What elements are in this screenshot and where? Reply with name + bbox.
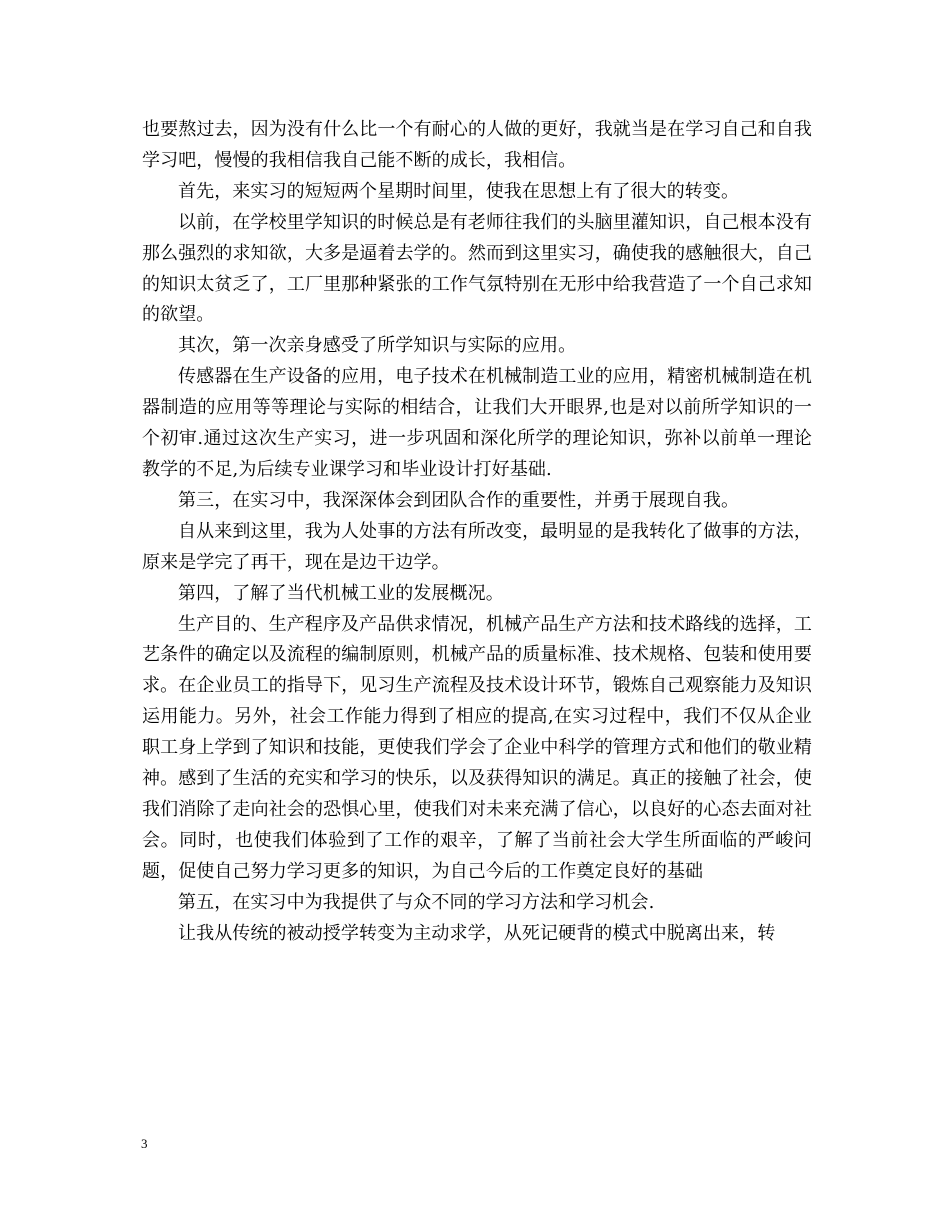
paragraph: 第五，在实习中为我提供了与众不同的学习方法和学习机会.	[178, 891, 655, 913]
page-number: 3	[141, 1136, 148, 1151]
paragraph: 自从来到这里，我为人处事的方法有所改变，最明显的是我转化了做事的方法，原来是学完了再干，现在是边干边学。	[142, 520, 812, 573]
document-body	[142, 115, 812, 949]
paragraph: 以前，在学校里学知识的时候总是有老师往我们的头脑里灌知识，自己根本没有那么强烈的求知欲，大多是逼着去学的。然而到这里实习，确使我的感触很大，自己的知识太贫乏了，工厂里那种紧张的工作气氛特别在无形中给我营造了一个自己求知的欲望。	[142, 211, 812, 326]
paragraph: 其次，第一次亲身感受了所学知识与实际的应用。	[178, 335, 577, 357]
paragraph: 传感器在生产设备的应用，电子技术在机械制造工业的应用，精密机械制造在机器制造的应用等等理论与实际的相结合，让我们大开眼界,也是对以前所学知识的一个初审.通过这次生产实习，进一步巩固和深化所学的理论知识，弥补以前单一理论教学的不足,为后续专业课学习和毕业设计打好基础.	[142, 366, 812, 480]
paragraph: 第三，在实习中，我深深体会到团队合作的重要性，并勇于展现自我。	[178, 489, 740, 511]
paragraph: 生产目的、生产程序及产品供求情况，机械产品生产方法和技术路线的选择，工艺条件的确定以及流程的编制原则，机械产品的质量标准、技术规格、包装和使用要求。在企业员工的指导下，见习生产流程及技术设计环节，锻炼自己观察能力及知识运用能力。另外，社会工作能力得到了相应的提高,在实习过程中，我们不仅从企业职工身上学到了知识和技能，更使我们学会了企业中科学的管理方式和他们的敬业精神。感到了生活的充实和学习的快乐，以及获得知识的满足。真正的接触了社会，使我们消除了走向社会的恐惧心里，使我们对未来充满了信心，以良好的心态去面对社会。同时，也使我们体验到了工作的艰辛，了解了当前社会大学生所面临的严峻问题，促使自己努力学习更多的知识，为自己今后的工作奠定良好的基础	[142, 613, 812, 882]
paragraph: 也要熬过去，因为没有什么比一个有耐心的人做的更好，我就当是在学习自己和自我学习吧，慢慢的我相信我自己能不断的成长，我相信。	[142, 119, 812, 171]
paragraph: 第四，了解了当代机械工业的发展概况。	[178, 582, 504, 604]
paragraph: 首先，来实习的短短两个星期时间里，使我在思想上有了很大的转变。	[178, 180, 740, 202]
paragraph: 让我从传统的被动授学转变为主动求学，从死记硬背的模式中脱离出来，转	[178, 922, 776, 944]
